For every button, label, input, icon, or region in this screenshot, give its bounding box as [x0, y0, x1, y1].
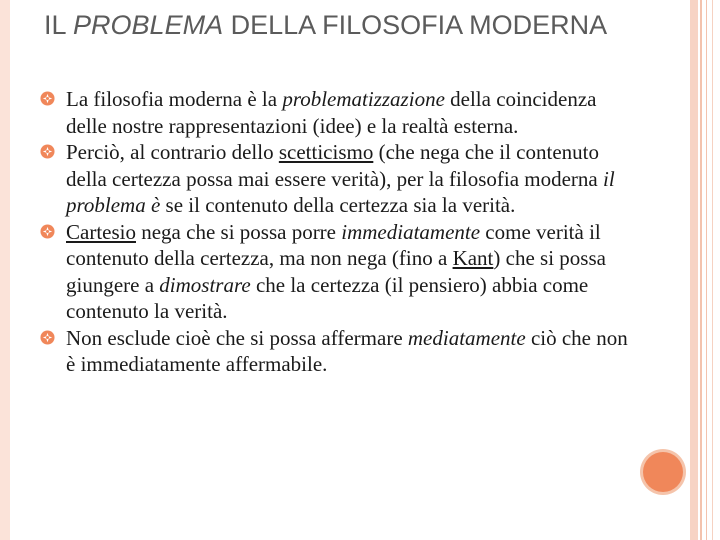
bullet-text: ) che si possa giungere a — [66, 246, 606, 297]
bullet-text: nega che si possa porre — [135, 219, 342, 244]
bullet-item — [40, 139, 630, 219]
link-scetticismo[interactable]: scetticismo — [278, 140, 374, 164]
bullet-emphasis: mediatamente — [407, 325, 526, 350]
right-frame-line — [706, 0, 707, 540]
bullet-text: La filosofia moderna è la — [66, 87, 283, 111]
bullet-text: che la certezza (il pensiero) abbia come contenuto la verità. — [66, 272, 589, 323]
title-text: DELLA FILOSOFIA MODERNA — [223, 10, 608, 40]
left-frame-stripe — [0, 0, 10, 540]
right-frame-band — [690, 0, 698, 540]
decorative-circle-icon — [643, 452, 683, 492]
bullet-text: se il contenuto della certezza sia la verità. — [160, 193, 516, 217]
bullet-emphasis: immediatamente — [341, 219, 481, 244]
bullet-emphasis: problematizzazione — [282, 87, 445, 111]
bullet-item — [40, 219, 630, 325]
bullet-text: (che nega che il contenuto della certezza possa mai essere verità), per la filosofia moderna — [66, 140, 603, 191]
right-frame-line — [712, 0, 713, 540]
flower-bullet-icon — [40, 224, 55, 239]
bullet-emphasis: il problema è — [66, 166, 615, 217]
bullet-item — [40, 325, 630, 378]
bullet-text: della coincidenza delle nostre rappresentazioni (idee) e la realtà esterna. — [66, 87, 597, 138]
flower-bullet-icon — [40, 91, 55, 106]
bullet-emphasis: dimostrare — [159, 272, 251, 297]
bullet-list — [40, 86, 630, 378]
slide-title — [44, 8, 664, 42]
bullet-text: come verità il contenuto della certezza, ma non nega (fino a — [66, 219, 601, 270]
bullet-text: Non esclude cioè che si possa affermare — [66, 325, 408, 350]
bullet-item — [40, 86, 630, 139]
bullet-text: ciò che non è immediatamente affermabile. — [66, 325, 628, 376]
right-frame-line — [700, 0, 702, 540]
flower-bullet-icon — [40, 144, 55, 159]
title-emphasis: PROBLEMA — [73, 10, 224, 40]
link-cartesio[interactable]: Cartesio — [66, 219, 136, 244]
title-text: IL — [44, 10, 74, 40]
link-kant[interactable]: Kant — [452, 246, 494, 270]
bullet-text: Perciò, al contrario dello — [66, 140, 279, 164]
flower-bullet-icon — [40, 330, 55, 345]
